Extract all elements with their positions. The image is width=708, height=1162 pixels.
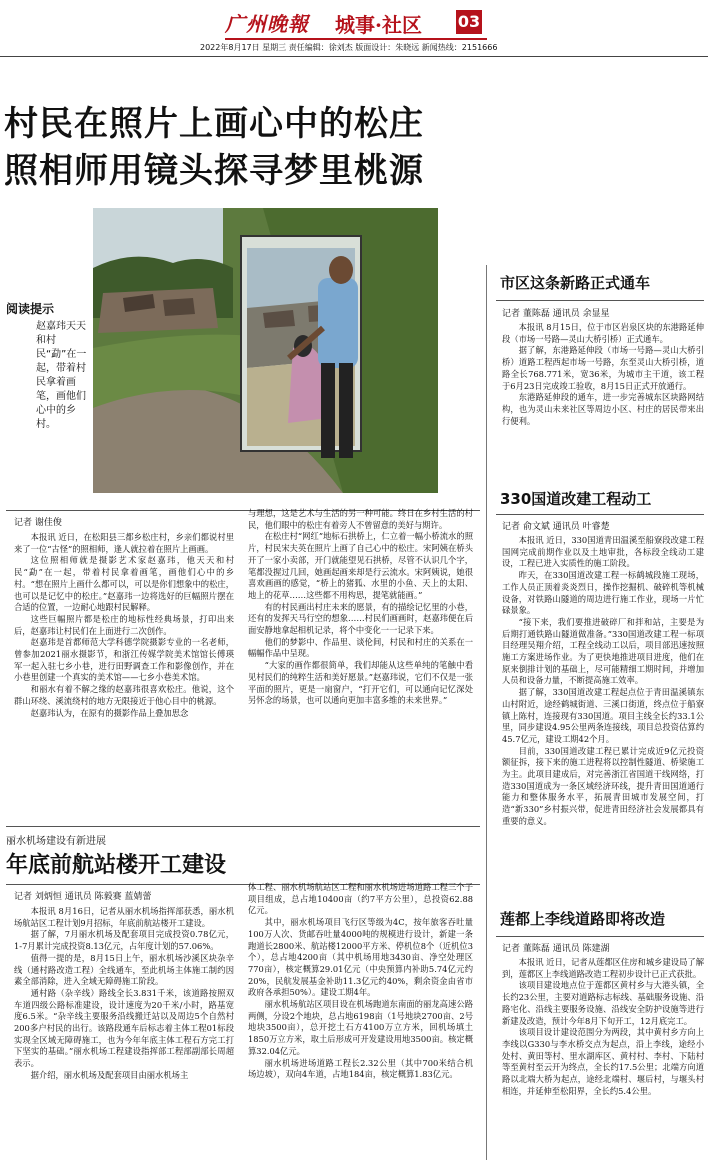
- paragraph: 赵嘉玮认为，在原有的摄影作品上叠加思念: [30, 707, 189, 718]
- paragraph: 该项目设计建设范围分为两段，其中黄村乡方向上李线以G330与李水桥交点为起点，沿上李线，途经小处村、黄田等村、里水湖库区、黄村村、李村、下陆村等至黄村至云开为终点，全长约17.5公里；北端方向道路以北端大桥为起点，途经北端村、堰后村，与堰头村相连，并延伸至松阳界，全长约5.4公里。: [502, 1027, 704, 1096]
- paragraph: 有的村民画出村庄未来的愿景，有的描绘记忆里的小巷，还有的发挥天马行空的想象……村民们画画时，赵嘉玮便在后面安静地拿起相机记录，将个中变化一一记录下来。: [248, 601, 473, 636]
- paragraph: 体工程、丽水机场航站区工程和丽水机场进场道路工程三个子项目组成，总占地10400亩（约7平方公里），总投资62.88亿元。: [248, 882, 473, 916]
- sidebar-rule-3: [496, 936, 704, 937]
- masthead-rule: [225, 38, 487, 40]
- paragraph: 本报讯 8月15日，位于市区岩泉区块的东港路延伸段（市场一号路—灵山大桥引桥）正式通车。: [502, 322, 704, 344]
- paragraph: 和丽水有着不解之缘的赵嘉玮很喜欢松庄。他说，这个群山环绕、溪流绕村的地方无限接近于他心目中的桃源。: [14, 684, 234, 706]
- paragraph: “接下来，我们要推进破碎厂和拌和站，主要是为后期打通铁路山隧道做准备。”330国道改建工程一标项目经理吴翔介绍，工程全线动工以后，项目部迅速按照施工方案进场作业。为了更快地推进项目进度，他们在原来倒排计划的基础上，尽可能精细工期时间，并增加人员和设备力量，不断提高施工效率。: [502, 616, 704, 686]
- paragraph: 据了解，7月丽水机场及配套项目完成投资0.78亿元，1-7月累计完成投资8.13亿元，占年度计划的57.06%。: [14, 929, 234, 952]
- dateline: 2022年8月17日 星期三 责任编辑：徐刘杰 版面设计：朱晓远 新闻热线：2151666: [200, 43, 498, 52]
- paragraph: 本报讯 近日，在松阳县三都乡松庄村，乡亲们都说村里来了一位“古怪”的照相师，逢人就拉着在照片上画画。: [14, 532, 234, 554]
- paragraph: “大家的画作都很简单，我们却能从这些单纯的笔触中看见村民们的纯粹生活和美好愿景。”赵嘉玮说，它们不仅是一张平面的照片，更是一扇窗户，“打开它们，可以通向记忆深处另怀念的场景，也可以通向更加丰富多维的未来世界。”: [248, 660, 473, 706]
- paragraph: 本报讯 8月16日，记者从丽水机场指挥部获悉，丽水机场航站区工程计划9月招标，年底前航站楼开工建设。: [14, 906, 234, 928]
- sidebar-byline-1: 记者 董陈磊 通讯员 余显星: [502, 309, 610, 319]
- page-number: 03: [456, 10, 482, 34]
- airport-top-rule: [6, 826, 480, 827]
- lead-headline-1: 村民在照片上画心中的松庄: [4, 104, 424, 144]
- paragraph: 本报讯 近日，记者从莲都区住房和城乡建设局了解到，莲都区上李线道路改造工程初步设计已正式获批。: [502, 957, 704, 979]
- section-name: 城事·社区: [335, 13, 422, 37]
- lead-photo: [93, 208, 438, 493]
- sidebar-headline-1: 市区这条新路正式通车: [500, 274, 651, 292]
- paragraph: 这位照相师就是摄影艺术家赵嘉玮，他天天和村民“勐”在一起，带着村民拿着画笔，画他们心中的乡村。“想在照片上画什么都可以，可以是你们想象中的松庄，也可以是记忆中的松庄。”赵嘉玮一边将选好的巨幅照片摆在合适的位置，一边耐心地跟村民解释。: [14, 555, 234, 613]
- sidebar-byline-2: 记者 俞文斌 通讯员 叶睿楚: [502, 522, 610, 532]
- airport-headline: 年底前航站楼开工建设: [6, 853, 227, 878]
- lead-headline-2: 照相师用镜头探寻梦里桃源: [4, 151, 424, 191]
- lead-byline: 记者 谢佳俊: [14, 518, 62, 528]
- lead-column-2: [248, 508, 473, 820]
- airport-byline: 记者 刘炳恒 通讯员 陈毅赛 蓝婧蕾: [14, 892, 152, 902]
- newspaper-logo: 广州晚報: [225, 12, 309, 36]
- sidebar-rule-1: [496, 300, 704, 301]
- paragraph: 他们的梦影中、作品里、谈伦间，村民和村庄的关系在一幅幅作品中呈现。: [248, 636, 473, 659]
- top-rule: [0, 56, 708, 57]
- paragraph: 通村路（杂辛线）路线全长3.831千米，该道路按照双车道四级公路标准建设，设计速度为20千米/小时，路基宽度6.5米。“杂辛线主要服务沿线搬迁站以及周边5个自然村200多户村民的出行。该路段通车后标志着主体工程01标段实现全区域无障碍施工，也为今年年底主体工程石方完工打下坚实的基础。”丽水机场工程建设指挥部工程部副部长周超表示。: [14, 987, 234, 1069]
- paragraph: 在松庄村“网红”地标石拱桥上，仁立着一幅小桥流水的照片，村民宋夫英在照片上画了自己心中的松庄。宋阿姨在桥头开了一家小卖部，开门就能望见石拱桥，尽管不认识几个字，笔都没握过几回，她画起画来却是行云流水。宋阿姨说，她很喜欢画画的感觉，“桥上的猪狐、水里的小鱼、天上的太阳、地上的花草……这些都不用构思，提笔就能画。”: [248, 531, 473, 600]
- paragraph: 值得一提的是，8月15日上午，丽水机场沙溪区块杂辛线（通村路改造工程）全线通车，至此机场主体施工制约因素全部消除，进入全域无障碍施工阶段。: [14, 952, 234, 987]
- paragraph: 其中，丽水机场项目飞行区等级为4C，按年旅客吞吐量100万人次、货邮吞吐量4000吨的规模进行设计，新建一条跑道长2800米、航站楼12000平方米、停机位8个（近机位3个），总占地4200亩（其中机场用地3430亩、净空处理区770亩），核定概算29.01亿元（中央预算内补助5.74亿元约20%，民航发展基金补助11.3亿元约40%，剩余资金由省市政府各承担50%）。建设工期4年。: [248, 917, 473, 998]
- paragraph: 目前，330国道改建工程已累计完成近9亿元投资额征拆，接下来的施工进程将以控制性隧道、桥梁施工为主。此项目建成后，对完善浙江省国道干线网络，打造330国道成为一条区域经济环线，提升青田国道通行能力和整体服务水平，拓展青田城市发展空间，打造“新330”乡村振兴带，促进青田经济社会发展都具有重要的意义。: [502, 745, 704, 826]
- paragraph: 该项目建设地点位于莲都区黄村乡与大港头镇，全长约23公里，主要对道路标志标线、基础服务设施、沿路宅化、沿线主要服务设施、沿线安全防护设施等进行新建及改造，预计今年8月下旬开工，12月底完工。: [502, 980, 704, 1026]
- paragraph: 据了解，东港路延伸段（市场一号路—灵山大桥引桥）道路工程西起市场一号路，东至灵山大桥引桥，道路全长768.771米，宽36米，为城市主干道，该工程于6月23日完成竣工验收，8月15日正式开放通行。: [502, 345, 704, 391]
- sidebar-story-2-body: [502, 535, 704, 887]
- sidebar-divider: [486, 265, 487, 1160]
- paragraph: 东港路延伸段的通车，进一步完善城东区块路网结构，也为灵山未来社区等周边小区、村庄的居民带来出行便利。: [502, 392, 704, 426]
- paragraph: 这些巨幅照片都是松庄的地标性经典场景，打印出来后，赵嘉玮让村民们在上面进行二次创作。: [14, 613, 234, 636]
- paragraph: 与理想，这是艺术与生活的另一种可能。终日在乡村生活的村民，他们眼中的松庄有着旁人不曾留意的美好与期许。: [248, 508, 473, 530]
- caption-title: 阅读提示: [6, 302, 55, 316]
- sidebar-headline-2: 330国道改建工程动工: [500, 490, 652, 508]
- paragraph: 本报讯 近日，330国道青田温溪至船寮段改建工程国网完成前期作业以及土地审批，各标段全线动工建设，工程已进入实质性的施工阶段。: [502, 535, 704, 569]
- paragraph: 赵嘉玮是首都师范大学科德学院摄影专业的一名老师，曾参加2021丽水摄影节，和浙江传媒学院美术馆馆长傅瑛军一起入驻七乡小巷，进行田野调查工作和影像创作，并在小巷里创建一个真实的美术馆——七乡小巷美术馆。: [14, 637, 234, 683]
- sidebar-story-3-body: [502, 957, 704, 1157]
- airport-column-1: [14, 906, 234, 1158]
- paragraph: 据了解，330国道改建工程起点位于青田温溪镇东山村附近，途经鹤城街道、三溪口街道，终点位于船寮镇上陈村，连接现有330国道。项目主线全长约33.1公里，同步建设4.95公里两条连接线，项目总投资估算约45.7亿元，建设工期42个月。: [502, 687, 704, 744]
- paragraph: 丽水机场进场道路工程长2.32公里（其中700米结合机场边坡），双向4车道，占地184亩，核定概算1.83亿元。: [248, 1057, 473, 1080]
- sidebar-headline-3: 莲都上李线道路即将改造: [500, 910, 666, 928]
- paragraph: 昨天，在330国道改建工程一标鹤城段施工现场，工作人员正顶着炎炎烈日，操作挖掘机、破碎机等机械设备，对铁路山隧道的周边进行施工作业，现场一片忙碌景象。: [502, 570, 704, 616]
- paragraph: 丽水机场航站区项目设在机场跑道东南面的丽龙高速公路两侧，分设2个地块，总占地6198亩（1号地块2700亩、2号地块3500亩），总开挖土石方4100万立方米，回机场填土1850万立方米，取土后形成可开发建设用地3500亩。核定概算32.04亿元。: [248, 999, 473, 1056]
- airport-kicker: 丽水机场建设有新进展: [6, 836, 106, 847]
- sidebar-rule-2: [496, 514, 704, 515]
- sidebar-story-1-body: [502, 322, 704, 474]
- paragraph: 据介绍，丽水机场及配套项目由丽水机场主: [30, 1069, 189, 1080]
- photo-caption: 赵嘉玮天天和村民“勐”在一起，带着村民拿着画笔，画他们心中的乡村。: [36, 321, 87, 430]
- sidebar-byline-3: 记者 董陈磊 通讯员 陈建湖: [502, 944, 610, 954]
- lead-column-1: [14, 532, 234, 820]
- airport-column-2: [248, 882, 473, 1158]
